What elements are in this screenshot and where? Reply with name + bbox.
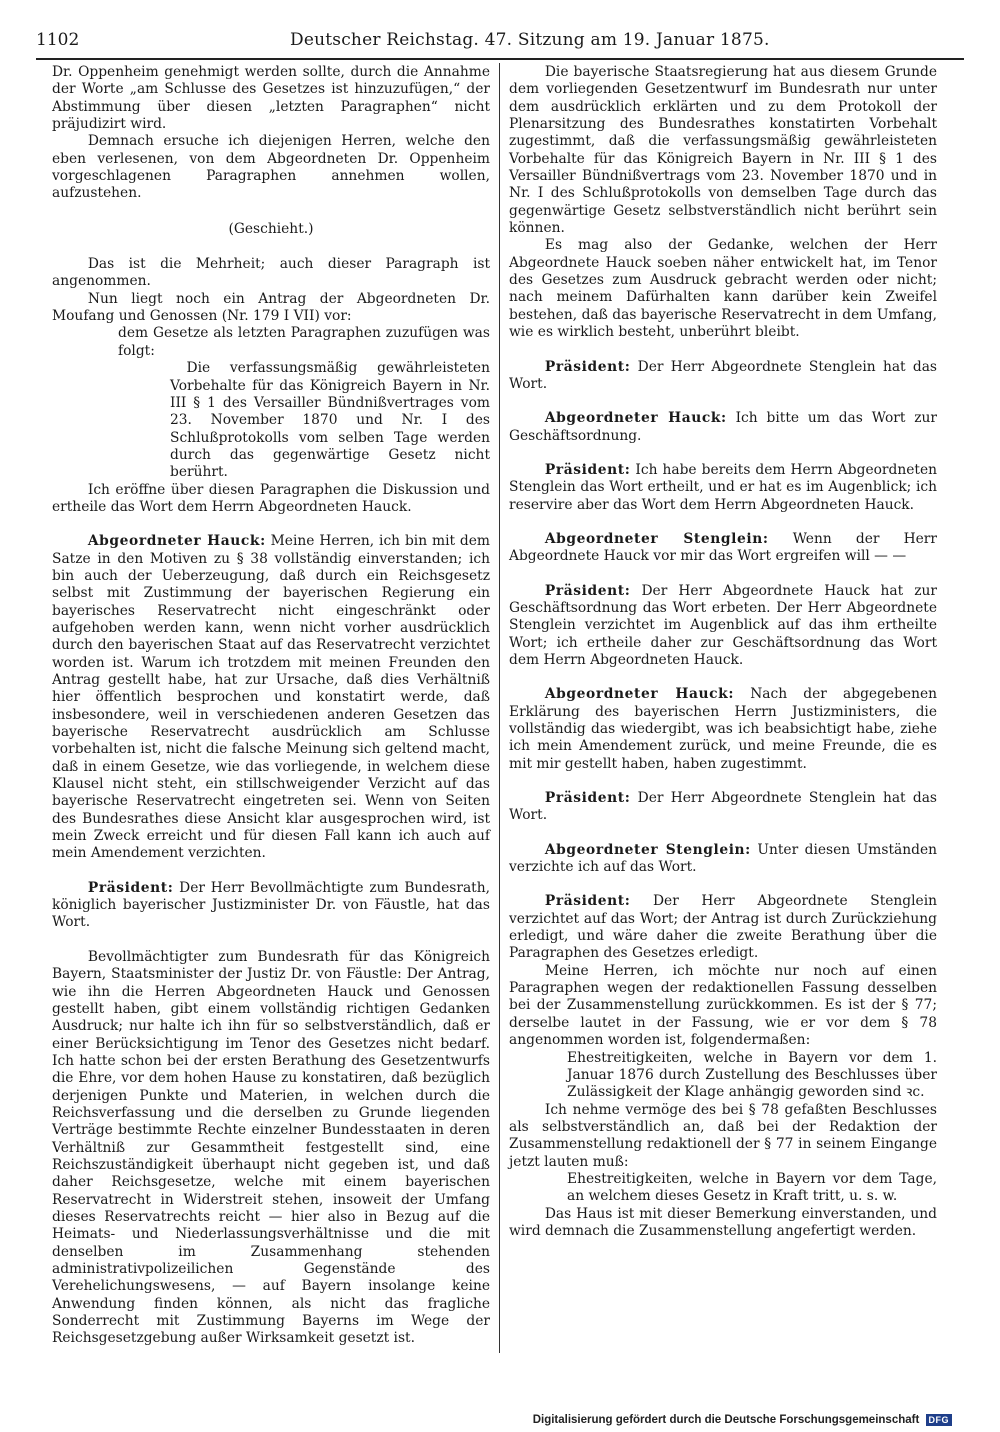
paragraph: Die bayerische Staatsregierung hat aus diesem Grunde dem vorliegenden Gesetzentwurf im Bundesrath nur unter dem ausdrücklich erklärten und zu dem Protokoll der Plenarsitzung des Bundesrathes konstatirten Vorbehalt zugestimmt, daß die verfassungsmäßig gewährleisteten Vorbehalte für das Königreich Bayern in Nr. III § 1 des Versailler Bündnißvertrags vom 23. November 1870 und in Nr. I des Schlußprotokolls von demselben Tage durch das gegenwärtige Gesetz selbstverständlich nicht berührt sein können. — [509, 64, 937, 237]
column-divider — [499, 63, 500, 1353]
speech-text: Nach der abgegebenen Erklärung des bayerischen Herrn Justizministers, die vollständig das wiedergibt, was ich beabsichtigt habe, ziehe ich mein Amendement zurück, und meine Freunde, die es mit mir gestellt haben, haben zugestimmt. — [509, 686, 937, 772]
speech-text: Unter diesen Umständen verzichte ich auf das Wort. — [509, 841, 937, 876]
motion-quote: Die verfassungsmäßig gewährleisteten Vorbehalte für das Königreich Bayern in Nr. III § 1 des Versailler Bündnißvertrages vom 23. November 1870 und Nr. I des Schlußprotokolls vom selben Tage werden durch das gegenwärtige Gesetz nicht berührt. — [170, 360, 490, 481]
speech — [509, 842, 937, 877]
paragraph: Das ist die Mehrheit; auch dieser Paragraph ist angenommen. — [52, 256, 490, 290]
speech-text: Ich bitte um das Wort zur Geschäftsordnung. — [509, 410, 938, 444]
left-column — [52, 64, 490, 1348]
speech — [52, 533, 490, 863]
speaker-label: Präsident: — [544, 358, 631, 375]
speaker-label: Abgeordneter Stenglein: — [544, 530, 769, 547]
paragraph: Es mag also der Gedanke, welchen der Herr Abgeordnete Hauck soeben näher entwickelt hat, im Tenor des Gesetzes zum Ausdruck gebracht werden oder nicht; nach meinem Dafürhalten kann darüber kein Zweifel bestehen, daß das bayerische Reservatrecht in dem Umfang, wie es wirklich besteht, unberührt bleibt. — [509, 237, 937, 341]
speech — [509, 893, 937, 962]
header-rule — [36, 58, 964, 60]
paragraph: Meine Herren, ich möchte nur noch auf einen Paragraphen wegen der redaktionellen Fassung desselben bei der Zusammenstellung zurückkommen. Es ist der § 77; derselbe lautet in der Fassung, wie er vor dem § 78 angenommen worden ist, folgendermaßen: — [509, 962, 937, 1049]
speech-text: Der Herr Abgeordnete Stenglein hat das Wort. — [509, 790, 937, 824]
speaker-label: Präsident: — [544, 461, 631, 478]
speech-text: Der Herr Bevollmächtigte zum Bundesrath, königlich bayerischer Justizminister Dr. von Fäustle, hat das Wort. — [52, 879, 490, 931]
running-head: Deutscher Reichstag. 47. Sitzung am 19. Januar 1875. — [290, 30, 770, 50]
paragraph: Ich nehme vermöge des bei § 78 gefaßten Beschlusses als selbstverständlich an, daß bei der Redaktion der Zusammenstellung redaktionell der § 77 in seinem Eingange jetzt lauten muß: — [509, 1101, 937, 1170]
speaker-label: Abgeordneter Hauck: — [544, 410, 727, 427]
speech-text: Ich habe bereits dem Herrn Abgeordneten Stenglein das Wort ertheilt, und er hat es im Augenblick; ich reservire aber das Wort dem Herrn Abgeordneten Hauck. — [509, 461, 937, 513]
digitization-credit — [533, 1414, 952, 1426]
speech — [509, 686, 937, 773]
paragraph: Dr. Oppenheim genehmigt werden sollte, durch die Annahme der Worte „am Schlusse des Gesetzes ist hinzuzufügen,“ der Abstimmung über diesen „letzten Paragraphen“ nicht präjudizirt wird. — [52, 64, 490, 133]
paragraph: Das Haus ist mit dieser Bemerkung einverstanden, und wird demnach die Zusammenstellung angefertigt werden. — [509, 1205, 937, 1239]
speech — [52, 880, 490, 932]
speech-text: Der Herr Abgeordnete Stenglein verzichtet auf das Wort; der Antrag ist durch Zurückziehung erledigt, und wäre daher die zweite Berathung über die Paragraphen des Gesetzes erledigt. — [509, 893, 937, 962]
motion-text: dem Gesetze als letzten Paragraphen zuzufügen was folgt: — [118, 325, 490, 359]
speech-text: Der Herr Abgeordnete Hauck hat zur Geschäftsordnung das Wort erbeten. Der Herr Abgeordnete Stenglein verzichtet im Augenblick auf das ihm ertheilte Wort; ich ertheile daher zur Geschäftsordnung das Wort dem Herrn Abgeordneten Hauck. — [509, 582, 937, 668]
speech — [509, 583, 937, 670]
right-column — [509, 64, 937, 1240]
speech-text: Der Herr Abgeordnete Stenglein hat das Wort. — [509, 358, 937, 392]
speech: Bevollmächtigter zum Bundesrath für das Königreich Bayern, Staatsminister der Justiz Dr. von Fäustle: Der Antrag, wie ihn die Herren Abgeordneten Hauck und Genossen gestellt haben, gibt einem vollständig richtigen Gedanken Ausdruck; nur halte ich ihn für so selbstverständlich, daß er einer Berücksichtigung im Tenor des Gesetzes nicht bedarf. Ich hatte schon bei der ersten Berathung des Gesetzentwurfs die Ehre, vor dem hohen Hause zu konstatiren, daß bezüglich derjenigen Punkte und Materien, in welchen durch die Reichsverfassung und die derselben zu Grunde liegenden Verträge bestimmte Rechte einzelner Bundesstaaten in deren Verhältniß zur Gesammtheit festgestellt sind, eine Reichszuständigkeit überhaupt nicht gegeben ist, und daß daher Reichsgesetze, welche mit einem bayerischen Reservatrecht in Widerstreit stehen, insoweit der Umfang dieses Reservatrechts reicht — hier also in Bezug auf die Heimats- und Niederlassungsverhältnisse und die mit denselben im Zusammenhang stehenden administrativpolizeilichen Gegenstände des Verehelichungswesens, — auf Bayern insolange keine Anwendung finden können, als nicht das fragliche Sonderrecht mit Zustimmung Bayerns im Wege der Reichsgesetzgebung außer Wirksamkeit gesetzt ist. — [52, 948, 490, 1347]
speaker-label: Präsident: — [87, 879, 174, 896]
speaker-label: Präsident: — [544, 582, 631, 599]
speech-text: Wenn der Herr Abgeordnete Hauck vor mir das Wort ergreifen will — — — [509, 530, 937, 565]
speaker-label: Präsident: — [544, 790, 631, 807]
speaker-label: Abgeordneter Stenglein: — [544, 841, 751, 858]
speech — [509, 790, 937, 825]
speaker-label: Abgeordneter Hauck: — [544, 686, 735, 703]
speaker-label: Präsident: — [544, 893, 631, 910]
page-number: 1102 — [36, 30, 80, 50]
speech-text: Meine Herren, ich bin mit dem Satze in den Motiven zu § 38 vollständig einverstanden; ich bin auch der Ueberzeugung, daß durch ein Reichsgesetz selbst mit Zustimmung der bayerischen Regierung ein bayerisches Reservatrecht nicht eingeschränkt oder aufgehoben werden kann, wenn nicht vorher ausdrücklich durch den bayerischen Staat auf das Reservatrecht verzichtet worden ist. Warum ich trotzdem mit meinen Freunden den Antrag gestellt habe, hat zur Ursache, daß dies Verhältniß hier öffentlich besprochen und konstatirt werde, daß insbesondere, weil in verschiedenen anderen Gesetzen das bayerische Reservatrecht ausdrücklich am Schlusse vorbehalten ist, nicht die falsche Meinung sich geltend macht, daß in einem Gesetze, wie das vorliegende, in welchem diese Klausel nicht steht, ein stillschweigender Verzicht auf das bayerische Reservatrecht eingetreten sei. Wenn von Seiten des Bundesrathes diese Ansicht klar ausgesprochen wird, ist mein Zweck erreicht und für diesen Fall kann ich auch auf mein Amendement verzichten. — [52, 533, 491, 862]
law-quote: Ehestreitigkeiten, welche in Bayern vor dem 1. Januar 1876 durch Zustellung des Beschlusses über Zulässigkeit der Klage anhängig geworden sind ꝛc. — [567, 1049, 937, 1101]
dfg-logo: DFG — [926, 1414, 953, 1426]
paragraph: Demnach ersuche ich diejenigen Herren, welche den eben verlesenen, von dem Abgeordneten Dr. Oppenheim vorgeschlagenen Paragraphen annehmen wollen, aufzustehen. — [52, 133, 490, 202]
speech — [509, 410, 937, 445]
credit-text: Digitalisierung gefördert durch die Deutsche Forschungsgemeinschaft — [532, 1414, 920, 1426]
interjection: (Geschieht.) — [228, 220, 314, 237]
paragraph: Nun liegt noch ein Antrag der Abgeordneten Dr. Moufang und Genossen (Nr. 179 I VII) vor: — [52, 290, 490, 325]
law-quote: Ehestreitigkeiten, welche in Bayern vor dem Tage, an welchem dieses Gesetz in Kraft tritt, u. s. w. — [567, 1170, 937, 1205]
paragraph: Ich eröffne über diesen Paragraphen die Diskussion und ertheile das Wort dem Herrn Abgeordneten Hauck. — [52, 481, 490, 515]
speaker-label: Abgeordneter Hauck: — [87, 533, 266, 550]
speech — [509, 359, 937, 394]
speech — [509, 462, 937, 514]
speech — [509, 531, 937, 566]
